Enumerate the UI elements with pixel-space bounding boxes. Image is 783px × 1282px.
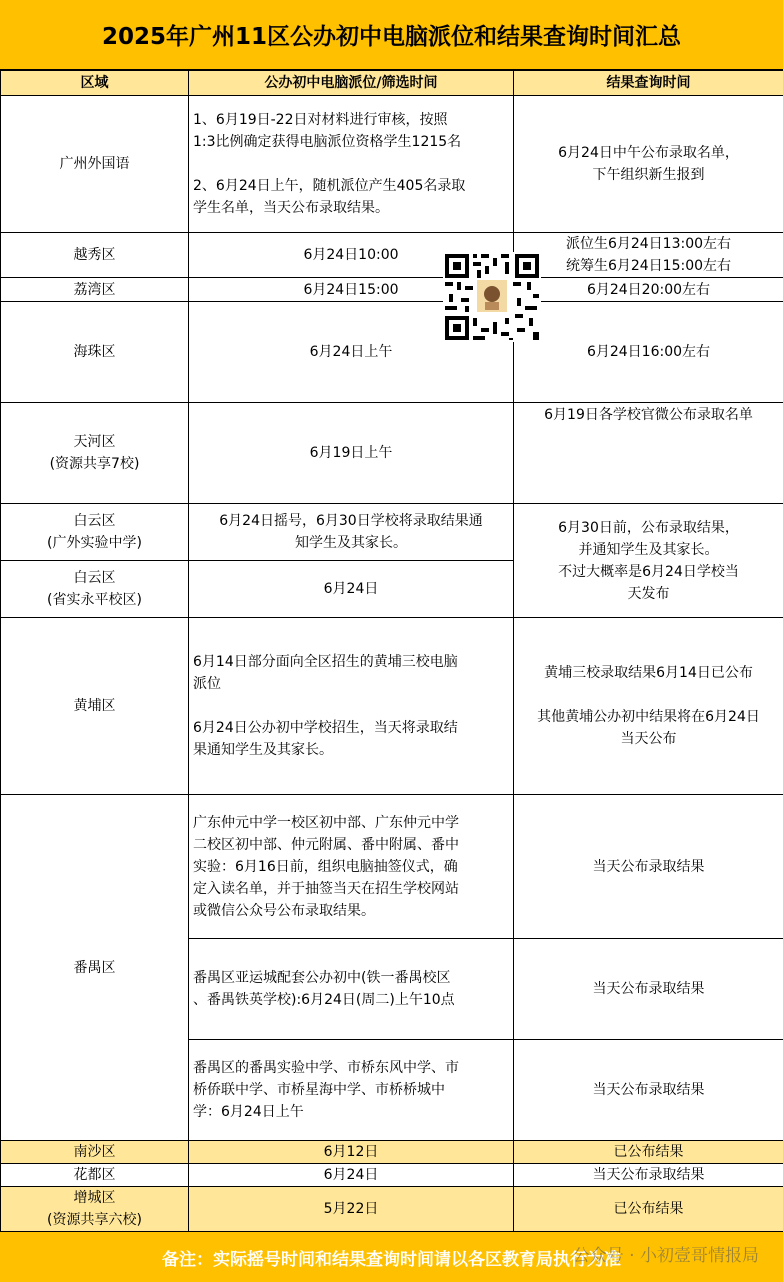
- lottery-cell: 番禺区亚运城配套公办初中(铁一番禺校区 、番禺铁英学校):6月24日(周二)上午10点: [189, 939, 514, 1040]
- result-cell: 已公布结果: [514, 1187, 783, 1232]
- lottery-cell: 6月24日15:00: [189, 278, 514, 302]
- district-cell: 越秀区: [1, 233, 189, 278]
- lottery-cell: 6月24日摇号，6月30日学校将录取结果通 知学生及其家长。: [189, 504, 514, 561]
- lottery-cell: 1、6月19日-22日对材料进行审核，按照 1:3比例确定获得电脑派位资格学生1215名 2、6月24日上午，随机派位产生405名录取 学生名单，当天公布录取结果。: [189, 96, 514, 233]
- lottery-cell: 6月24日: [189, 561, 514, 618]
- district-cell: 白云区 (省实永平校区): [1, 561, 189, 618]
- col-header-result: 结果查询时间: [514, 71, 783, 96]
- result-cell: 当天公布录取结果: [514, 939, 783, 1040]
- result-cell: 派位生6月24日13:00左右 统筹生6月24日15:00左右: [514, 233, 783, 278]
- district-cell: 荔湾区: [1, 278, 189, 302]
- district-cell: 南沙区: [1, 1141, 189, 1164]
- result-cell: 当天公布录取结果: [514, 1164, 783, 1187]
- district-cell: 广州外国语: [1, 96, 189, 233]
- table-row: [1, 403, 783, 504]
- district-cell: 花都区: [1, 1164, 189, 1187]
- footer-note: 备注：实际摇号时间和结果查询时间请以各区教育局执行为准: [0, 1232, 783, 1282]
- district-cell: 增城区 (资源共享六校): [1, 1187, 189, 1232]
- table-row: [1, 1141, 783, 1164]
- lottery-cell: 番禺区的番禺实验中学、市桥东风中学、市 桥侨联中学、市桥星海中学、市桥桥城中 学：6月24日上午: [189, 1040, 514, 1141]
- result-cell: 当天公布录取结果: [514, 1040, 783, 1141]
- result-cell: 已公布结果: [514, 1141, 783, 1164]
- result-cell: 6月19日各学校官微公布录取名单: [514, 403, 783, 504]
- district-cell: 白云区 (广外实验中学): [1, 504, 189, 561]
- result-cell: 6月24日16:00左右: [514, 302, 783, 403]
- col-header-district: 区域: [1, 71, 189, 96]
- table-row: [1, 233, 783, 278]
- district-cell: 天河区 (资源共享7校): [1, 403, 189, 504]
- table-row: [1, 302, 783, 403]
- lottery-cell: 6月12日: [189, 1141, 514, 1164]
- result-cell: 6月30日前，公布录取结果， 并通知学生及其家长。 不过大概率是6月24日学校当 天发布: [514, 504, 783, 618]
- lottery-cell: 6月24日10:00: [189, 233, 514, 278]
- lottery-cell: 广东仲元中学一校区初中部、广东仲元中学 二校区初中部、仲元附属、番中附属、番中 实验：6月16日前，组织电脑抽签仪式，确 定入读名单，并于抽签当天在招生学校网站 或微信公众号公布录取结果。: [189, 795, 514, 939]
- lottery-cell: 6月24日: [189, 1164, 514, 1187]
- lottery-cell: 6月14日部分面向全区招生的黄埔三校电脑 派位 6月24日公办初中学校招生，当天将录取结 果通知学生及其家长。: [189, 618, 514, 795]
- result-cell: 当天公布录取结果: [514, 795, 783, 939]
- district-cell: 黄埔区: [1, 618, 189, 795]
- watermark: 公众号 · 小初壹哥情报局: [572, 1246, 759, 1266]
- lottery-cell: 6月24日上午: [189, 302, 514, 403]
- district-cell: 番禺区: [1, 795, 189, 1141]
- result-cell: 黄埔三校录取结果6月14日已公布 其他黄埔公办初中结果将在6月24日 当天公布: [514, 618, 783, 795]
- table-row: [1, 795, 783, 939]
- schedule-table: [0, 70, 783, 1232]
- table-header-row: [1, 71, 783, 96]
- table-row: [1, 1164, 783, 1187]
- table-row: [1, 504, 783, 561]
- qr-code-image: [443, 252, 541, 342]
- page-title: 2025年广州11区公办初中电脑派位和结果查询时间汇总: [0, 0, 783, 70]
- lottery-cell: 6月19日上午: [189, 403, 514, 504]
- table-row: [1, 96, 783, 233]
- district-cell: 海珠区: [1, 302, 189, 403]
- table-row: [1, 618, 783, 795]
- table-row: [1, 278, 783, 302]
- col-header-lottery: 公办初中电脑派位/筛选时间: [189, 71, 514, 96]
- table-row: [1, 1187, 783, 1232]
- lottery-cell: 5月22日: [189, 1187, 514, 1232]
- result-cell: 6月24日中午公布录取名单， 下午组织新生报到: [514, 96, 783, 233]
- result-cell: 6月24日20:00左右: [514, 278, 783, 302]
